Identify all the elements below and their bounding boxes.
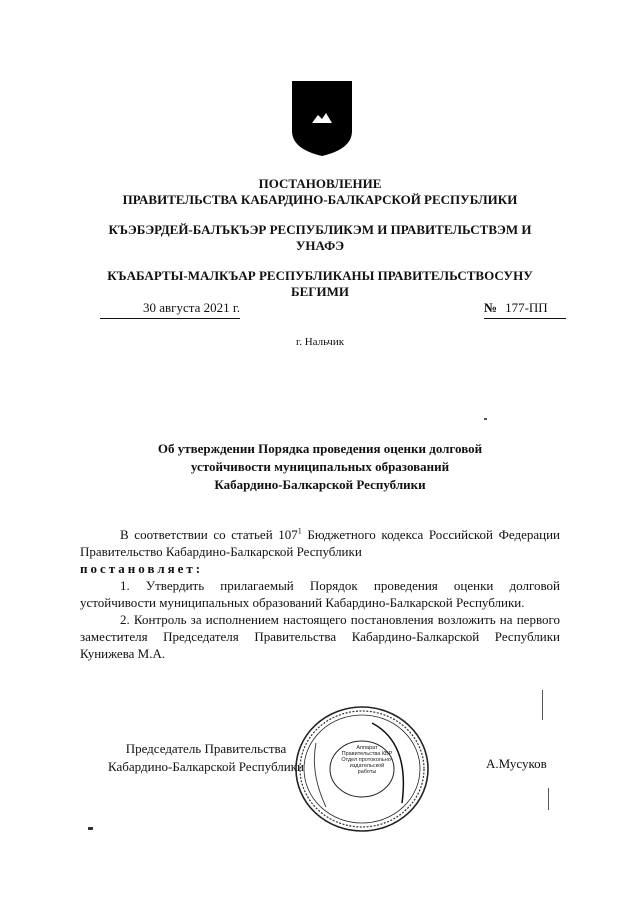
scan-mark (484, 418, 487, 420)
kabardian-title (0, 222, 640, 254)
preamble-end: Бюджетного кодекса Российской Федерации Правительство Кабардино-Балкарской Республики (80, 527, 560, 559)
scan-mark (542, 690, 543, 720)
scan-speck (88, 827, 93, 830)
document-subject (110, 440, 530, 494)
document-body (80, 526, 560, 662)
preamble-paragraph (80, 526, 560, 560)
preamble-start: В соответствии со статьей 107 (120, 527, 298, 542)
subject-line-2: устойчивости муниципальных образований (190, 459, 450, 474)
number-sign: № (484, 300, 498, 315)
number-value: 177-ПП (505, 300, 548, 315)
document-title (0, 176, 640, 208)
signatory-name: А.Мусуков (486, 756, 547, 771)
coat-of-arms-emblem (290, 79, 354, 158)
city: г. Нальчик (295, 336, 345, 348)
subject-line-1: Об утверждении Порядка проведения оценки долговой (157, 441, 483, 456)
kabardian-line-2: УНАФЭ (295, 238, 345, 253)
article-superscript: 1 (297, 526, 302, 536)
document-date: 30 августа 2021 г. (100, 300, 240, 319)
title-line-2: ПРАВИТЕЛЬСТВА КАБАРДИНО-БАЛКАРСКОЙ РЕСПУБЛИКИ (122, 192, 518, 207)
karachay-line-1: КЪАБАРТЫ-МАЛКЪАР РЕСПУБЛИКАНЫ ПРАВИТЕЛЬСТВОСУНУ (107, 268, 533, 283)
subject-line-3: Кабардино-Балкарской Республики (214, 477, 426, 492)
role-line-1: Председатель Правительства (125, 741, 287, 756)
document-number (484, 300, 566, 319)
signatory-role (96, 740, 316, 776)
item-1-paragraph: 1. Утвердить прилагаемый Порядок проведения оценки долговой устойчивости муниципальных образований Кабардино-Балкарской Республики. (80, 578, 560, 610)
karachay-line-2: БЕГИМИ (290, 284, 350, 299)
kabardian-line-1: КЪЭБЭРДЕЙ-БАЛЪКЪЭР РЕСПУБЛИКЭМ И ПРАВИТЕЛЬСТВЭМ И (108, 222, 532, 237)
seal-inner-text: Аппарат Правительства КБР Отдел протокольно-издательской работы (341, 745, 393, 775)
karachay-title (0, 268, 640, 300)
role-line-2: Кабардино-Балкарской Республики (108, 759, 304, 774)
decree-word: постановляет: (80, 561, 204, 576)
title-line-1: ПОСТАНОВЛЕНИЕ (258, 176, 382, 191)
scan-mark (548, 788, 549, 810)
item-2-paragraph: 2. Контроль за исполнением настоящего постановления возложить на первого заместителя Председателя Правительства Кабардино-Балкарской Республики Кунижева М.А. (80, 612, 560, 661)
